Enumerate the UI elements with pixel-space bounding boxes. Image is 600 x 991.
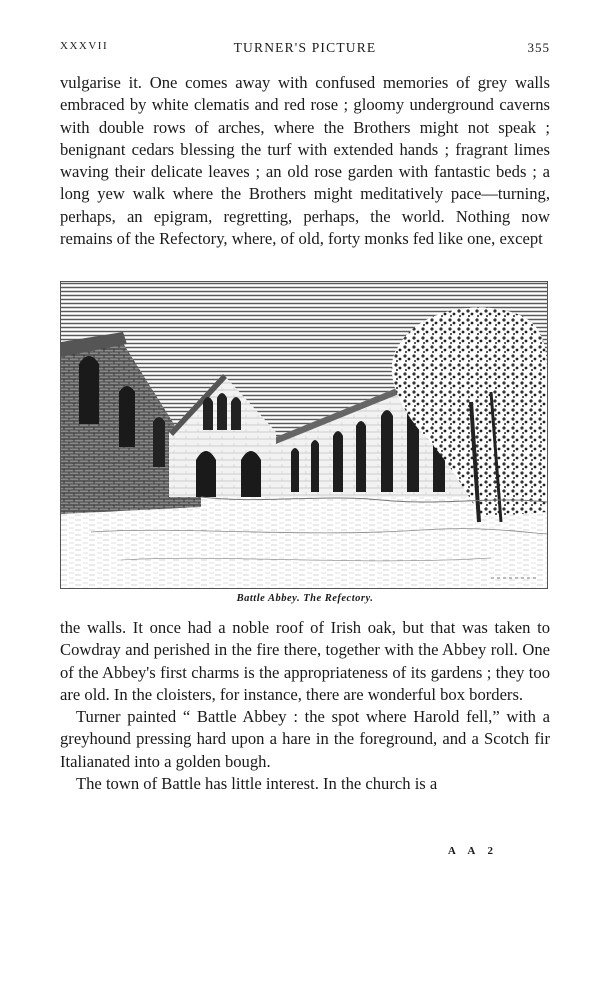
paragraph-3: The town of Battle has little interest. In the church is a: [76, 774, 438, 794]
bottom-text-block: [60, 617, 550, 795]
running-head: [60, 40, 550, 58]
refectory-illustration: [60, 281, 548, 589]
signature-mark: A A 2: [447, 845, 498, 857]
paragraph-top: vulgarise it. One comes away with confused memories of grey walls embraced by white clematis and red rose ; gloomy underground caverns with double rows of arches, where the Brothers might not speak ; benignant cedars blessing the turf with extended hands ; fragrant limes waving their delicate leaves ; an old rose garden with fantastic beds ; a long yew walk where the Brothers might meditatively pace—turning, perhaps, an epigram, regretting, perhaps, the world. Nothing now remains of the Refectory, where, of old, forty monks fed like one, except: [60, 73, 550, 249]
top-text-block: [60, 72, 550, 250]
paragraph-2: Turner painted “ Battle Abbey : the spot where Harold fell,” with a greyhound pressing hard upon a hare in the foreground, and a Scotch fir Italianated into a golden bough.: [60, 707, 550, 771]
page-number: 355: [527, 40, 550, 55]
running-title: TURNER'S PICTURE: [233, 40, 377, 55]
illustration-caption: Battle Abbey. The Refectory.: [236, 593, 374, 604]
paragraph-1: the walls. It once had a noble roof of Irish oak, but that was taken to Cowdray and perished in the fire there, together with the Abbey roll. One of the Abbey's first charms is the appropriateness of its gardens ; they too are old. In the cloisters, for instance, there are wonderful box borders.: [60, 618, 550, 704]
chapter-number: XXXVII: [60, 40, 109, 52]
